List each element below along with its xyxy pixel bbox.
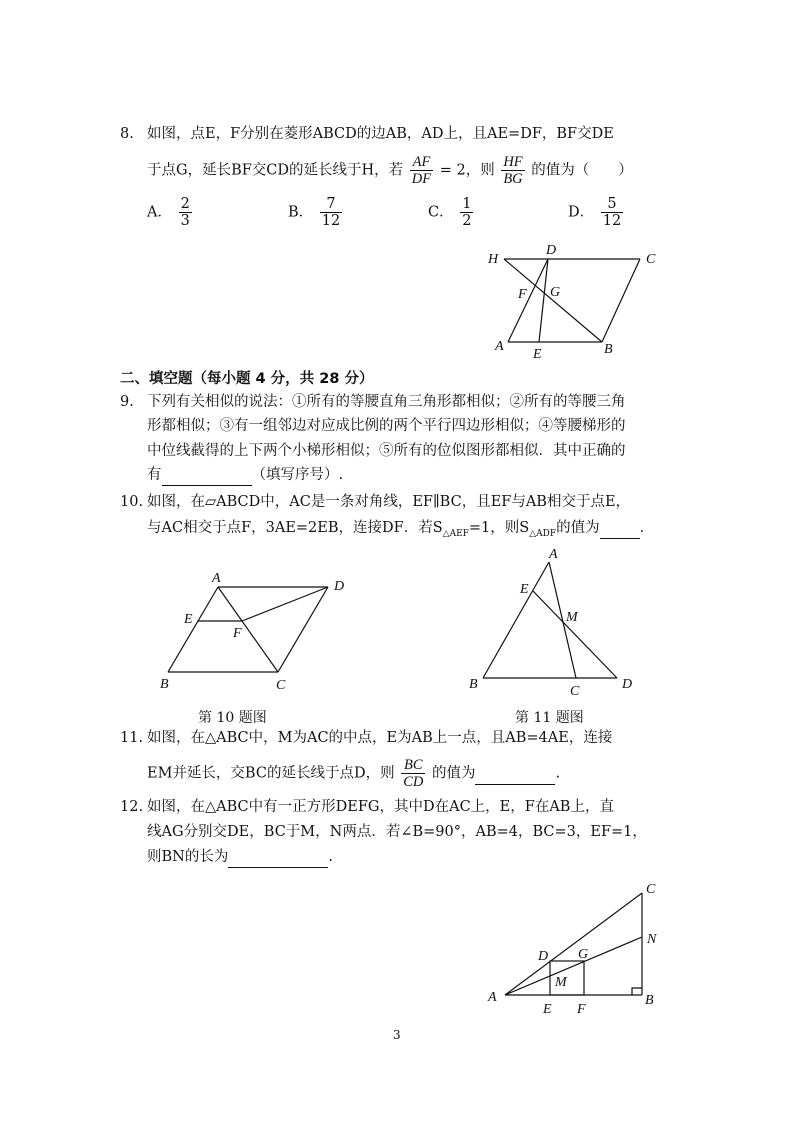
- line-ad: [508, 259, 548, 342]
- fraction-numerator: HF: [503, 154, 523, 170]
- fraction-bc-cd: [401, 757, 425, 790]
- q11-line-2: [147, 757, 560, 790]
- option-fraction: [601, 196, 623, 229]
- q11-line-2b: 的值为: [431, 765, 476, 782]
- line-hb: [504, 259, 602, 342]
- q8-option-a: [147, 196, 194, 229]
- q12-number: 12.: [120, 799, 144, 815]
- q9-line-2: 形都相似；③有一组邻边对应成比例的两个平行四边形相似；④等腰梯形的: [147, 418, 626, 434]
- q9-line-3: 中位线截得的上下两个小梯形相似；⑤所有的位似图形都相似．其中正确的: [147, 443, 626, 459]
- label-g: G: [550, 285, 561, 300]
- fraction-denominator: 3: [180, 213, 190, 229]
- fraction-numerator: BC: [401, 757, 425, 774]
- q12-line-3b: .: [328, 849, 333, 865]
- fraction-numerator: 2: [180, 196, 190, 212]
- line-de: [539, 259, 548, 342]
- label-c: C: [646, 882, 656, 897]
- label-f: F: [577, 1002, 586, 1017]
- q8-number: 8.: [120, 126, 134, 142]
- fraction-numerator: 7: [320, 196, 342, 213]
- fraction-numerator: AF: [410, 154, 433, 171]
- label-c: C: [570, 684, 580, 699]
- label-a: A: [488, 990, 497, 1005]
- label-g: G: [578, 947, 589, 962]
- q9-line-4: [147, 465, 343, 486]
- label-d: D: [622, 677, 633, 692]
- label-b: B: [645, 993, 654, 1008]
- fraction-denominator: CD: [403, 774, 424, 790]
- q10-number: 10.: [120, 494, 144, 510]
- q8-line-2b: = 2，则: [439, 162, 495, 179]
- answer-blank[interactable]: [228, 847, 328, 868]
- square-defg: [550, 961, 584, 995]
- fraction-denominator: 12: [602, 213, 622, 229]
- answer-blank[interactable]: [475, 764, 555, 785]
- label-a: A: [549, 547, 558, 562]
- option-label: C．: [428, 204, 454, 221]
- label-b: B: [604, 342, 613, 357]
- fraction-af-df: [410, 154, 433, 187]
- label-e: E: [533, 347, 542, 362]
- label-m: M: [555, 975, 567, 990]
- q10-line-2: [147, 518, 654, 544]
- fraction-numerator: 1: [462, 196, 472, 212]
- label-n: N: [647, 932, 657, 947]
- q12-line-3: [147, 847, 333, 868]
- label-m: M: [566, 610, 578, 625]
- q12-line-2: 线AG分别交DE，BC于M，N两点．若∠B=90°，AB=4，BC=3，EF=1，: [147, 824, 647, 840]
- fraction-denominator: DF: [411, 171, 432, 187]
- q10-line-1: 如图，在▱ABCD中，AC是一条对角线，EF∥BC，且EF与AB相交于点E，: [147, 494, 631, 510]
- line-ac: [505, 893, 642, 995]
- q10-line-2d: ．: [639, 520, 655, 536]
- option-label: A．: [147, 204, 172, 221]
- fraction-denominator: 12: [321, 213, 341, 229]
- figure-caption-10: 第 10 题图: [198, 710, 267, 726]
- q11-line-2c: .: [555, 765, 561, 782]
- q12-line-3a: 则BN的长为: [147, 849, 229, 865]
- label-h: H: [488, 252, 499, 267]
- answer-blank[interactable]: [162, 465, 252, 486]
- q11-line-1: 如图，在△ABC中，M为AC的中点，E为AB上一点，且AB=4AE，连接: [147, 730, 613, 746]
- page-number: 3: [393, 1028, 401, 1042]
- right-angle-mark: [632, 988, 642, 995]
- fraction-denominator: 2: [462, 213, 472, 229]
- label-a: A: [212, 571, 221, 586]
- q8-line-1: 如图，点E，F分别在菱形ABCD的边AB，AD上，且AE=DF，BF交DE: [147, 126, 614, 142]
- fraction-hf-bg: [501, 154, 524, 187]
- label-e: E: [184, 612, 193, 627]
- option-fraction: [460, 196, 473, 229]
- line-ac: [218, 587, 278, 672]
- line-ed: [533, 591, 617, 678]
- subscript-aef: △AEF: [442, 528, 469, 539]
- q9-last-b: （填写序号）.: [251, 467, 344, 483]
- label-e: E: [543, 1002, 552, 1017]
- line-an: [505, 937, 642, 995]
- label-b: B: [469, 677, 478, 692]
- option-label: D．: [568, 204, 595, 221]
- label-b: B: [160, 677, 169, 692]
- label-f: F: [518, 287, 527, 302]
- line-ba: [168, 587, 218, 672]
- option-fraction: [320, 196, 342, 229]
- subscript-adf: △ADF: [529, 528, 557, 539]
- fraction-denominator: BG: [503, 171, 523, 187]
- figure-caption-11: 第 11 题图: [515, 710, 584, 726]
- q8-option-d: [568, 196, 625, 229]
- label-f: F: [233, 626, 242, 641]
- option-fraction: [179, 196, 192, 229]
- label-e: E: [520, 582, 529, 597]
- q11-line-2a: EM并延长，交BC的延长线于点D，则: [147, 765, 395, 782]
- label-d: D: [546, 243, 557, 258]
- label-c: C: [646, 252, 656, 267]
- option-label: B．: [288, 204, 314, 221]
- q8-line-2a: 于点G，延长BF交CD的延长线于H，若: [147, 162, 404, 179]
- q10-line-2c: 的值为: [556, 520, 600, 536]
- line-dc: [278, 587, 328, 672]
- fraction-numerator: 5: [601, 196, 623, 213]
- label-d: D: [334, 579, 345, 594]
- section-heading: 二、填空题（每小题 4 分，共 28 分）: [120, 371, 374, 387]
- q8-line-2c: 的值为（ ）: [531, 162, 633, 179]
- q11-number: 11.: [120, 730, 144, 746]
- line-fd: [242, 587, 328, 621]
- line-ab: [483, 562, 549, 678]
- label-c: C: [276, 678, 286, 693]
- q9-number: 9.: [120, 394, 134, 410]
- q12-line-1: 如图，在△ABC中有一正方形DEFG，其中D在AC上，E，F在AB上，直: [147, 799, 614, 815]
- q8-option-b: [288, 196, 344, 229]
- q10-line-2a: 与AC相交于点F，3AE=2EB，连接DF．若S: [147, 520, 443, 536]
- label-a: A: [495, 339, 504, 354]
- q9-last-a: 有: [147, 467, 162, 483]
- q9-line-1: 下列有关相似的说法：①所有的等腰直角三角形都相似；②所有的等腰三角: [147, 394, 626, 410]
- answer-blank[interactable]: [600, 518, 640, 539]
- line-cb: [602, 259, 640, 342]
- q8-option-c: [428, 196, 475, 229]
- q8-line-2: [147, 154, 633, 187]
- label-d: D: [538, 949, 549, 964]
- line-ac: [549, 562, 576, 678]
- q10-line-2b: =1，则S: [468, 520, 530, 536]
